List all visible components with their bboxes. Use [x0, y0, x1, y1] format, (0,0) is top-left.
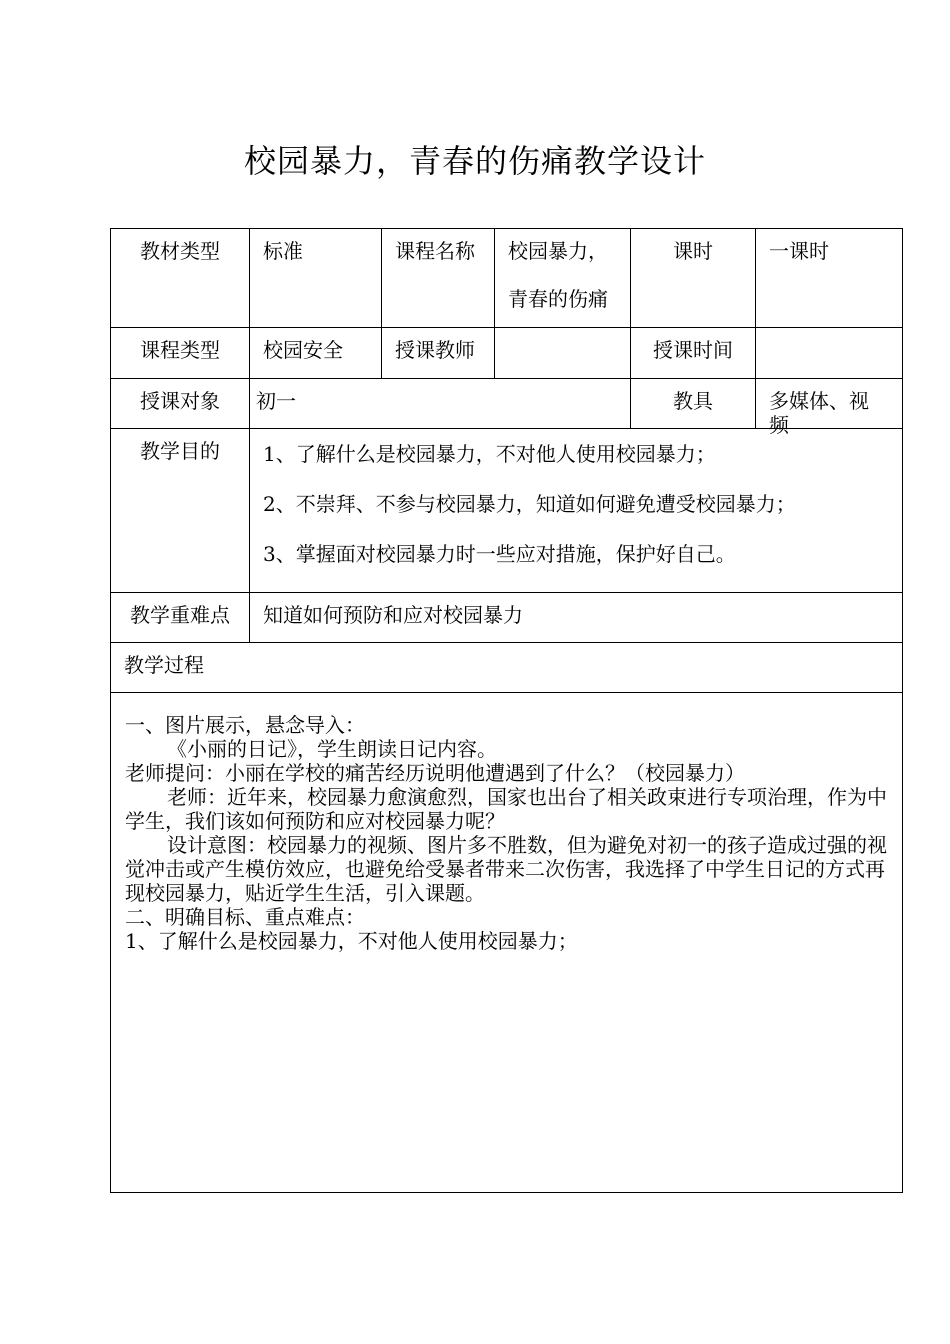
goals-list — [250, 429, 903, 593]
table-row — [111, 593, 903, 643]
table-row — [111, 379, 903, 429]
teacher-label: 授课教师 — [382, 328, 495, 379]
teaching-time-label: 授课时间 — [631, 328, 756, 379]
goal-item: 1、了解什么是校园暴力，不对他人使用校园暴力； — [263, 442, 716, 466]
course-name-line1: 校园暴力， — [508, 239, 608, 263]
teaching-time-value — [756, 328, 903, 379]
process-paragraph: 1、了解什么是校园暴力，不对他人使用校园暴力； — [125, 929, 578, 953]
teaching-aids-label: 教具 — [631, 379, 756, 429]
process-paragraph: 老师提问：小丽在学校的痛苦经历说明他遭遇到了什么？（校园暴力） — [125, 761, 745, 785]
process-paragraph: 老师：近年来，校园暴力愈演愈烈，国家也出台了相关政束进行专项治理，作为中学生，我们该如何预防和应对校园暴力呢？ — [125, 785, 887, 833]
course-name-value — [495, 229, 631, 328]
process-header: 教学过程 — [111, 643, 903, 693]
course-type-label: 课程类型 — [111, 328, 250, 379]
material-type-value: 标准 — [250, 229, 382, 328]
process-content — [111, 693, 903, 1193]
table-row — [111, 643, 903, 693]
course-name-line2: 青春的伤痛 — [508, 287, 608, 311]
teaching-aids-cell — [756, 379, 903, 437]
course-type-value: 校园安全 — [250, 328, 382, 379]
teaching-aids-value: 多媒体、视频 — [769, 389, 869, 437]
class-hours-value: 一课时 — [756, 229, 903, 328]
goal-item: 2、不崇拜、不参与校园暴力，知道如何避免遭受校园暴力； — [263, 492, 796, 516]
process-paragraph: 二、明确目标、重点难点： — [125, 905, 365, 929]
table-row — [111, 429, 903, 593]
process-paragraph: 设计意图：校园暴力的视频、图片多不胜数，但为避免对初一的孩子造成过强的视觉冲击或产生模仿效应，也避免给受暴者带来二次伤害，我选择了中学生日记的方式再现校园暴力，贴近学生生活，引入课题。 — [125, 833, 887, 905]
process-paragraph: 一、图片展示，悬念导入： — [125, 713, 365, 737]
course-name-label: 课程名称 — [382, 229, 495, 328]
table-row — [111, 229, 903, 328]
teacher-value — [495, 328, 631, 379]
material-type-label: 教材类型 — [111, 229, 250, 328]
process-paragraph: 《小丽的日记》，学生朗读日记内容。 — [167, 737, 497, 761]
key-points-label: 教学重难点 — [111, 593, 250, 643]
audience-label: 授课对象 — [111, 379, 250, 429]
class-hours-label: 课时 — [631, 229, 756, 328]
document-title: 校园暴力，青春的伤痛教学设计 — [243, 142, 706, 180]
goal-item: 3、掌握面对校园暴力时一些应对措施，保护好自己。 — [263, 542, 736, 566]
table-row — [111, 693, 903, 1193]
audience-value: 初一 — [250, 379, 631, 429]
lesson-plan-table — [110, 228, 903, 1193]
table-row — [111, 328, 903, 379]
key-points-value: 知道如何预防和应对校园暴力 — [250, 593, 903, 643]
goals-label: 教学目的 — [111, 429, 250, 593]
